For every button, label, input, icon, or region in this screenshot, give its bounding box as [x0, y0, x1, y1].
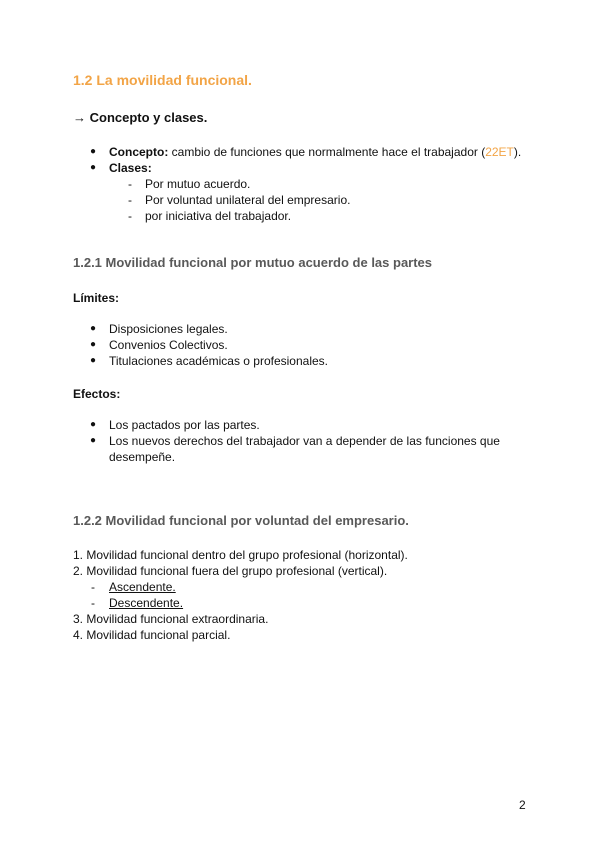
concepto-line [109, 144, 521, 160]
numbered-item: 1. Movilidad funcional dentro del grupo profesional (horizontal). [73, 548, 408, 562]
page-number: 2 [519, 798, 526, 812]
bullet-icon: ● [90, 146, 97, 157]
limite-item: Disposiciones legales. [109, 322, 228, 336]
clase-item: Por voluntad unilateral del empresario. [145, 193, 351, 207]
concepto-label: Concepto: [109, 145, 169, 159]
limites-label: Límites: [73, 291, 120, 305]
dash-icon: - [91, 580, 95, 594]
subsection-heading-2: 1.2.2 Movilidad funcional por voluntad del empresario. [73, 513, 409, 528]
limite-item: Titulaciones académicas o profesionales. [109, 354, 329, 368]
efectos-label: Efectos: [73, 387, 121, 401]
efecto-item: Los nuevos derechos del trabajador van a depender de las funciones que [109, 434, 500, 448]
bullet-icon: ● [90, 162, 97, 173]
clases-label: Clases: [109, 161, 152, 175]
clase-item: por iniciativa del trabajador. [145, 209, 292, 223]
dash-icon: - [91, 596, 95, 610]
dash-icon: - [128, 177, 132, 191]
efecto-item-continuation: desempeñe. [109, 450, 176, 464]
limite-item: Convenios Colectivos. [109, 338, 228, 352]
descendente-link[interactable]: Descendente. [109, 596, 184, 610]
clase-item: Por mutuo acuerdo. [145, 177, 251, 191]
bullet-icon: ● [90, 435, 97, 446]
numbered-item: 3. Movilidad funcional extraordinaria. [73, 612, 269, 626]
concepto-text: cambio de funciones que normalmente hace el trabajador ( [171, 145, 486, 159]
dash-icon: - [128, 209, 132, 223]
section-heading: 1.2 La movilidad funcional. [73, 72, 252, 88]
subsection-heading-1: 1.2.1 Movilidad funcional por mutuo acuerdo de las partes [73, 255, 433, 270]
concepto-ref-link[interactable]: 22ET [485, 145, 514, 159]
bullet-icon: ● [90, 323, 97, 334]
efecto-item: Los pactados por las partes. [109, 418, 260, 432]
ascendente-link[interactable]: Ascendente. [109, 580, 176, 594]
bullet-icon: ● [90, 339, 97, 350]
numbered-item: 4. Movilidad funcional parcial. [73, 628, 231, 642]
concepto-close: ). [513, 145, 522, 159]
dash-icon: - [128, 193, 132, 207]
bullet-icon: ● [90, 419, 97, 430]
bullet-icon: ● [90, 355, 97, 366]
numbered-item: 2. Movilidad funcional fuera del grupo profesional (vertical). [73, 564, 388, 578]
concept-heading: → Concepto y clases. [73, 110, 208, 125]
